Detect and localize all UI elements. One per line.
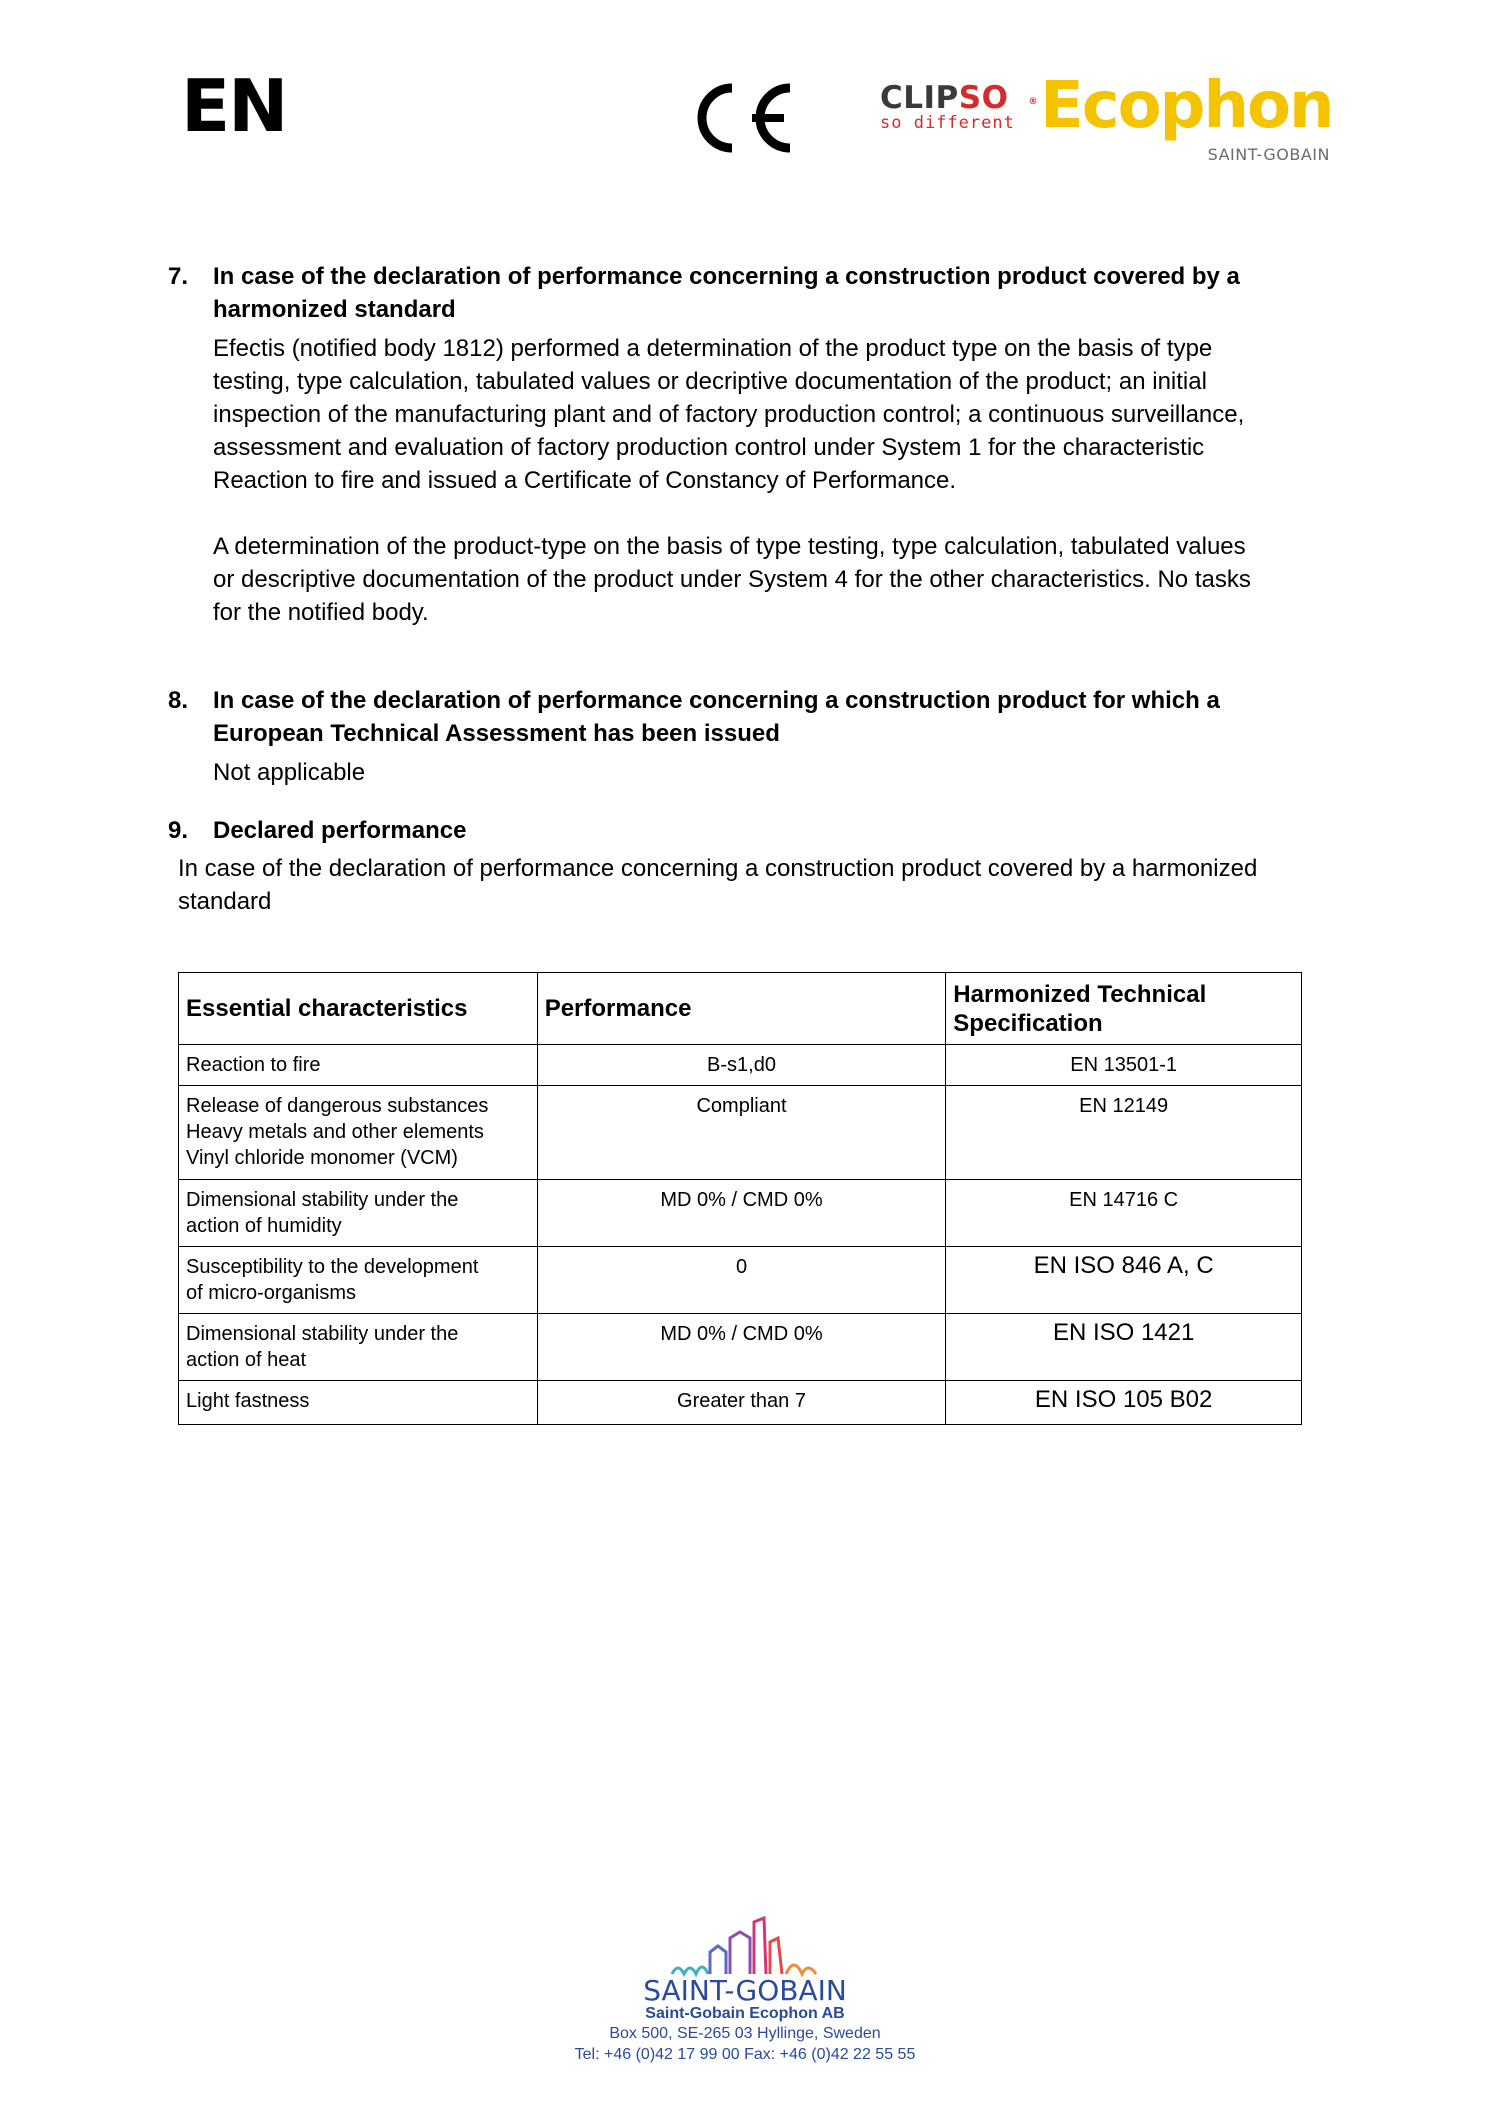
cell-performance: Greater than 7 [537,1381,946,1425]
saint-gobain-logo-text: SAINT-GOBAIN [643,1974,847,2007]
cell-characteristic: Dimensional stability under the action of humidity [179,1180,538,1247]
section-7-number: 7. [168,263,189,290]
table-row [179,1381,1302,1425]
table-row [179,1045,1302,1086]
section-8-number: 8. [168,687,189,714]
cell-characteristic: Release of dangerous substances Heavy metals and other elements Vinyl chloride monomer (VCM) [179,1086,538,1180]
header-essential-characteristics: Essential characteristics [179,973,538,1045]
cell-spec: EN ISO 105 B02 [946,1381,1302,1425]
ecophon-brand: Ecophon [1040,69,1333,143]
clipso-brand-part2: SO [958,80,1009,116]
section-8-heading: In case of the declaration of performance concerning a construction product for which a European Technical Assessment has been issued [213,687,1220,747]
section-7-heading: In case of the declaration of performance concerning a construction product covered by a harmonized standard [213,263,1240,323]
footer [440,1916,1050,2065]
header-harmonized-spec: Harmonized Technical Specification [946,973,1302,1045]
cell-performance: Compliant [537,1086,946,1180]
section-9-heading: Declared performance [213,817,467,844]
clipso-logo [880,80,1038,138]
section-9-number: 9. [168,817,189,844]
table-header-row [179,973,1302,1045]
cell-characteristic: Dimensional stability under the action of heat [179,1314,538,1381]
cell-spec: EN ISO 1421 [946,1314,1302,1381]
header-performance: Performance [537,973,946,1045]
clipso-brand-part1: CLIP [880,80,959,116]
cell-spec: EN ISO 846 A, C [946,1247,1302,1314]
ecophon-logo [1040,69,1333,165]
cell-spec: EN 13501-1 [946,1045,1302,1086]
table-row [179,1086,1302,1180]
ecophon-parent: SAINT-GOBAIN [1207,145,1330,164]
cell-performance: 0 [537,1247,946,1314]
cell-performance: MD 0% / CMD 0% [537,1180,946,1247]
section-7-paragraph-2: A determination of the product-type on the basis of type testing, type calculation, tabulated values or descriptive documentation of the product under System 4 for the other characteristics. No tasks for the notified body. [213,533,1251,626]
table-row [179,1180,1302,1247]
cell-characteristic: Light fastness [179,1381,538,1425]
table-row [179,1314,1302,1381]
footer-address: Box 500, SE-265 03 Hyllinge, Sweden [609,2025,881,2042]
declared-performance-table [178,972,1302,1425]
ce-mark-logo [688,80,796,156]
clipso-tagline: so different [880,113,1015,133]
saint-gobain-skyline-logo [670,1916,820,1978]
cell-performance: B-s1,d0 [537,1045,946,1086]
language-code: EN [181,64,287,148]
section-7-paragraph-1: Efectis (notified body 1812) performed a determination of the product type on the basis of type testing, type calculation, tabulated values or decriptive documentation of the product; an initial inspection of the manufacturing plant and of factory production control; a continuous surveillance, assessment and evaluation of factory production control under System 1 for the characteristic Reaction to fire and issued a Certificate of Constancy of Performance. [213,335,1245,494]
footer-contact: Tel: +46 (0)42 17 99 00 Fax: +46 (0)42 22 55 55 [574,2046,916,2063]
table-row [179,1247,1302,1314]
cell-performance: MD 0% / CMD 0% [537,1314,946,1381]
footer-company: Saint-Gobain Ecophon AB [645,2005,845,2022]
cell-characteristic: Reaction to fire [179,1045,538,1086]
section-8-text: Not applicable [213,759,366,786]
section-9-intro: In case of the declaration of performance concerning a construction product covered by a harmonized standard [178,855,1258,915]
cell-characteristic: Susceptibility to the development of micro-organisms [179,1247,538,1314]
cell-spec: EN 12149 [946,1086,1302,1180]
cell-spec: EN 14716 C [946,1180,1302,1247]
registered-mark: ® [1028,97,1038,107]
